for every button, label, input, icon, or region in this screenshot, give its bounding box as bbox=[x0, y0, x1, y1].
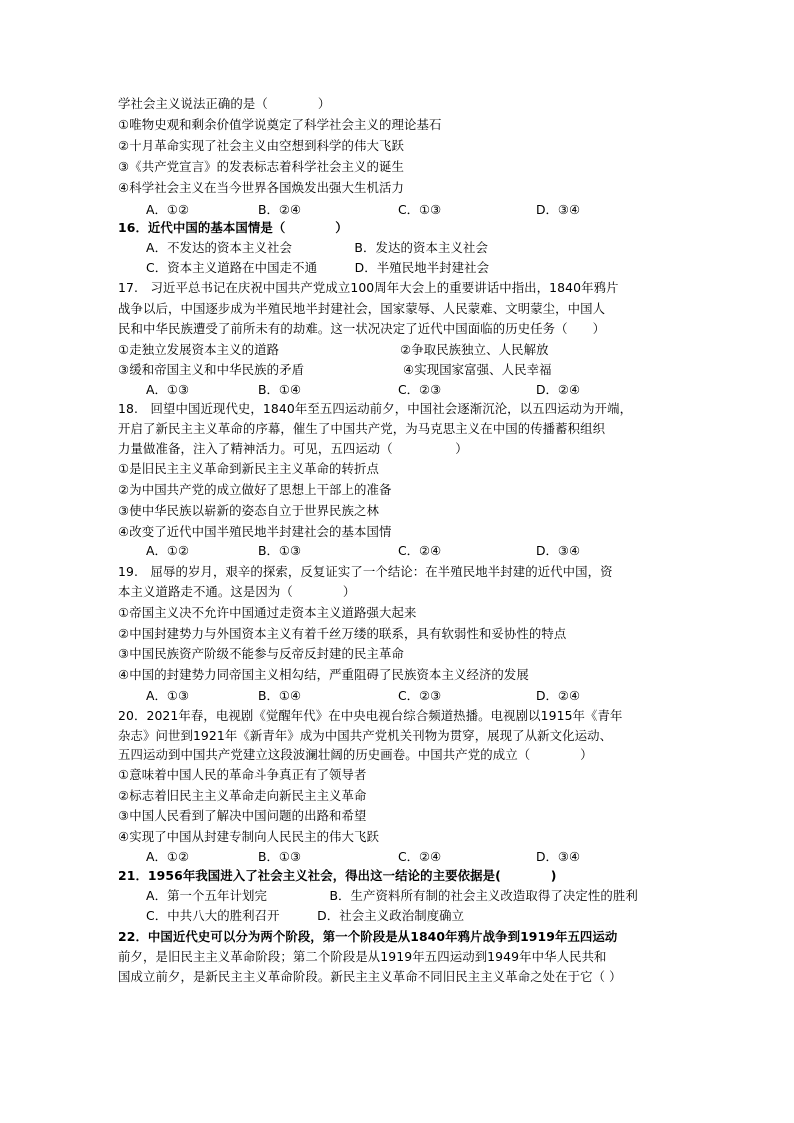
q17-statement-3: ③缓和帝国主义和中华民族的矛盾 bbox=[118, 362, 305, 377]
q20-option-b: B．①③ bbox=[258, 849, 302, 864]
q17-option-a: A．①③ bbox=[146, 382, 190, 397]
q18-option-c: C．②④ bbox=[398, 543, 442, 558]
q15-option-c: C．①③ bbox=[398, 202, 442, 217]
q17-statement-2: ②争取民族独立、人民解放 bbox=[400, 342, 549, 357]
q19-option-a: A．①③ bbox=[146, 688, 190, 703]
q17-option-c: C．②③ bbox=[398, 382, 442, 397]
q20-stem-line-3: 五四运动到中国共产党建立这段波澜壮阔的历史画卷。中国共产党的成立（ ） bbox=[118, 747, 593, 762]
q20-stem-line-1: 20．2021年春，电视剧《觉醒年代》在中央电视台综合频道热播。电视剧以1915年《青年 bbox=[118, 708, 623, 723]
q20-statement-1: ①意味着中国人民的革命斗争真正有了领导者 bbox=[118, 767, 367, 782]
q18-stem-line-2: 开启了新民主主义革命的序幕，催生了中国共产党，为马克思主义在中国的传播蓄积组织 bbox=[118, 421, 606, 436]
q18-stem-line-3: 力量做准备，注入了精神活力。可见，五四运动（ ） bbox=[118, 441, 468, 456]
q18-option-a: A．①② bbox=[146, 543, 190, 558]
q22-stem-line-2: 前夕，是旧民主主义革命阶段；第二个阶段是从1919年五四运动到1949年中华人民共和 bbox=[118, 949, 607, 964]
q20-option-c: C．②④ bbox=[398, 849, 442, 864]
q17-option-b: B．①④ bbox=[258, 382, 302, 397]
q21-stem: 21．1956年我国进入了社会主义社会，得出这一结论的主要依据是( ) bbox=[118, 868, 557, 883]
q15-option-b: B．②④ bbox=[258, 202, 302, 217]
q21-options-row-2: C．中共八大的胜利召开 D．社会主义政治制度确立 bbox=[146, 908, 465, 923]
q15-option-a: A．①② bbox=[146, 202, 190, 217]
q22-stem-line-3: 国成立前夕，是新民主主义革命阶段。新民主主义革命不同旧民主主义革命之处在于它（ ） bbox=[118, 969, 622, 984]
q19-statement-1: ①帝国主义决不允许中国通过走资本主义道路强大起来 bbox=[118, 605, 417, 620]
q15-stem-tail: 学社会主义说法正确的是（ ） bbox=[118, 96, 331, 111]
q19-statement-3: ③中国民族资产阶级不能参与反帝反封建的民主革命 bbox=[118, 646, 405, 661]
q20-option-d: D．③④ bbox=[536, 849, 581, 864]
q16-options-row-2: C．资本主义道路在中国走不通 D．半殖民地半封建社会 bbox=[146, 260, 490, 275]
q18-option-b: B．①③ bbox=[258, 543, 302, 558]
q19-statement-4: ④中国的封建势力同帝国主义相勾结，严重阻碍了民族资本主义经济的发展 bbox=[118, 667, 529, 682]
q15-statement-3: ③《共产党宣言》的发表标志着科学社会主义的诞生 bbox=[118, 159, 405, 174]
q17-statement-4: ④实现国家富强、人民幸福 bbox=[403, 362, 552, 377]
q16-stem: 16．近代中国的基本国情是（ ） bbox=[118, 220, 348, 235]
q19-option-b: B．①④ bbox=[258, 688, 302, 703]
q19-statement-2: ②中国封建势力与外国资本主义有着千丝万缕的联系，具有软弱性和妥协性的特点 bbox=[118, 626, 567, 641]
q22-stem-line-1: 22．中国近代史可以分为两个阶段，第一个阶段是从1840年鸦片战争到1919年五四运动 bbox=[118, 929, 618, 944]
q20-stem-line-2: 杂志》问世到1921年《新青年》成为中国共产党机关刊物为贯穿，展现了从新文化运动、 bbox=[118, 728, 613, 743]
q18-statement-3: ③使中华民族以崭新的姿态自立于世界民族之林 bbox=[118, 503, 380, 518]
q16-options-row-1: A．不发达的资本主义社会 B．发达的资本主义社会 bbox=[146, 240, 488, 255]
q19-option-d: D．②④ bbox=[536, 688, 581, 703]
q18-option-d: D．③④ bbox=[536, 543, 581, 558]
q18-statement-4: ④改变了近代中国半殖民地半封建社会的基本国情 bbox=[118, 524, 392, 539]
q17-option-d: D．②④ bbox=[536, 382, 581, 397]
q17-stem-line-3: 民和中华民族遭受了前所未有的劫难。这一状况决定了近代中国面临的历史任务（ ） bbox=[118, 321, 606, 336]
q20-option-a: A．①② bbox=[146, 849, 190, 864]
q20-statement-3: ③中国人民看到了解决中国问题的出路和希望 bbox=[118, 808, 367, 823]
q15-statement-1: ①唯物史观和剩余价值学说奠定了科学社会主义的理论基石 bbox=[118, 117, 442, 132]
q20-statement-4: ④实现了中国从封建专制向人民民主的伟大飞跃 bbox=[118, 829, 380, 844]
q15-statement-4: ④科学社会主义在当今世界各国焕发出强大生机活力 bbox=[118, 180, 405, 195]
q21-options-row-1: A．第一个五年计划完 B．生产资料所有制的社会主义改造取得了决定性的胜利 bbox=[146, 888, 638, 903]
q17-statement-1: ①走独立发展资本主义的道路 bbox=[118, 342, 280, 357]
q20-statement-2: ②标志着旧民主主义革命走向新民主主义革命 bbox=[118, 788, 367, 803]
q18-statement-2: ②为中国共产党的成立做好了思想上干部上的准备 bbox=[118, 482, 392, 497]
q15-option-d: D．③④ bbox=[536, 202, 581, 217]
q17-stem-line-2: 战争以后，中国逐步成为半殖民地半封建社会，国家蒙辱、人民蒙难、文明蒙尘，中国人 bbox=[118, 301, 606, 316]
q19-option-c: C．②③ bbox=[398, 688, 442, 703]
q19-stem-line-1: 19. 屈辱的岁月，艰辛的探索，反复证实了一个结论：在半殖民地半封建的近代中国，资 bbox=[118, 564, 613, 579]
q19-stem-line-2: 本主义道路走不通。这是因为（ ） bbox=[118, 584, 356, 599]
q18-statement-1: ①是旧民主主义革命到新民主主义革命的转折点 bbox=[118, 461, 380, 476]
q15-statement-2: ②十月革命实现了社会主义由空想到科学的伟大飞跃 bbox=[118, 138, 405, 153]
q18-stem-line-1: 18. 回望中国近现代史，1840年至五四运动前夕，中国社会逐渐沉沦，以五四运动为开端， bbox=[118, 401, 633, 416]
q17-stem-line-1: 17. 习近平总书记在庆祝中国共产党成立100周年大会上的重要讲话中指出，1840年鸦片 bbox=[118, 280, 619, 295]
